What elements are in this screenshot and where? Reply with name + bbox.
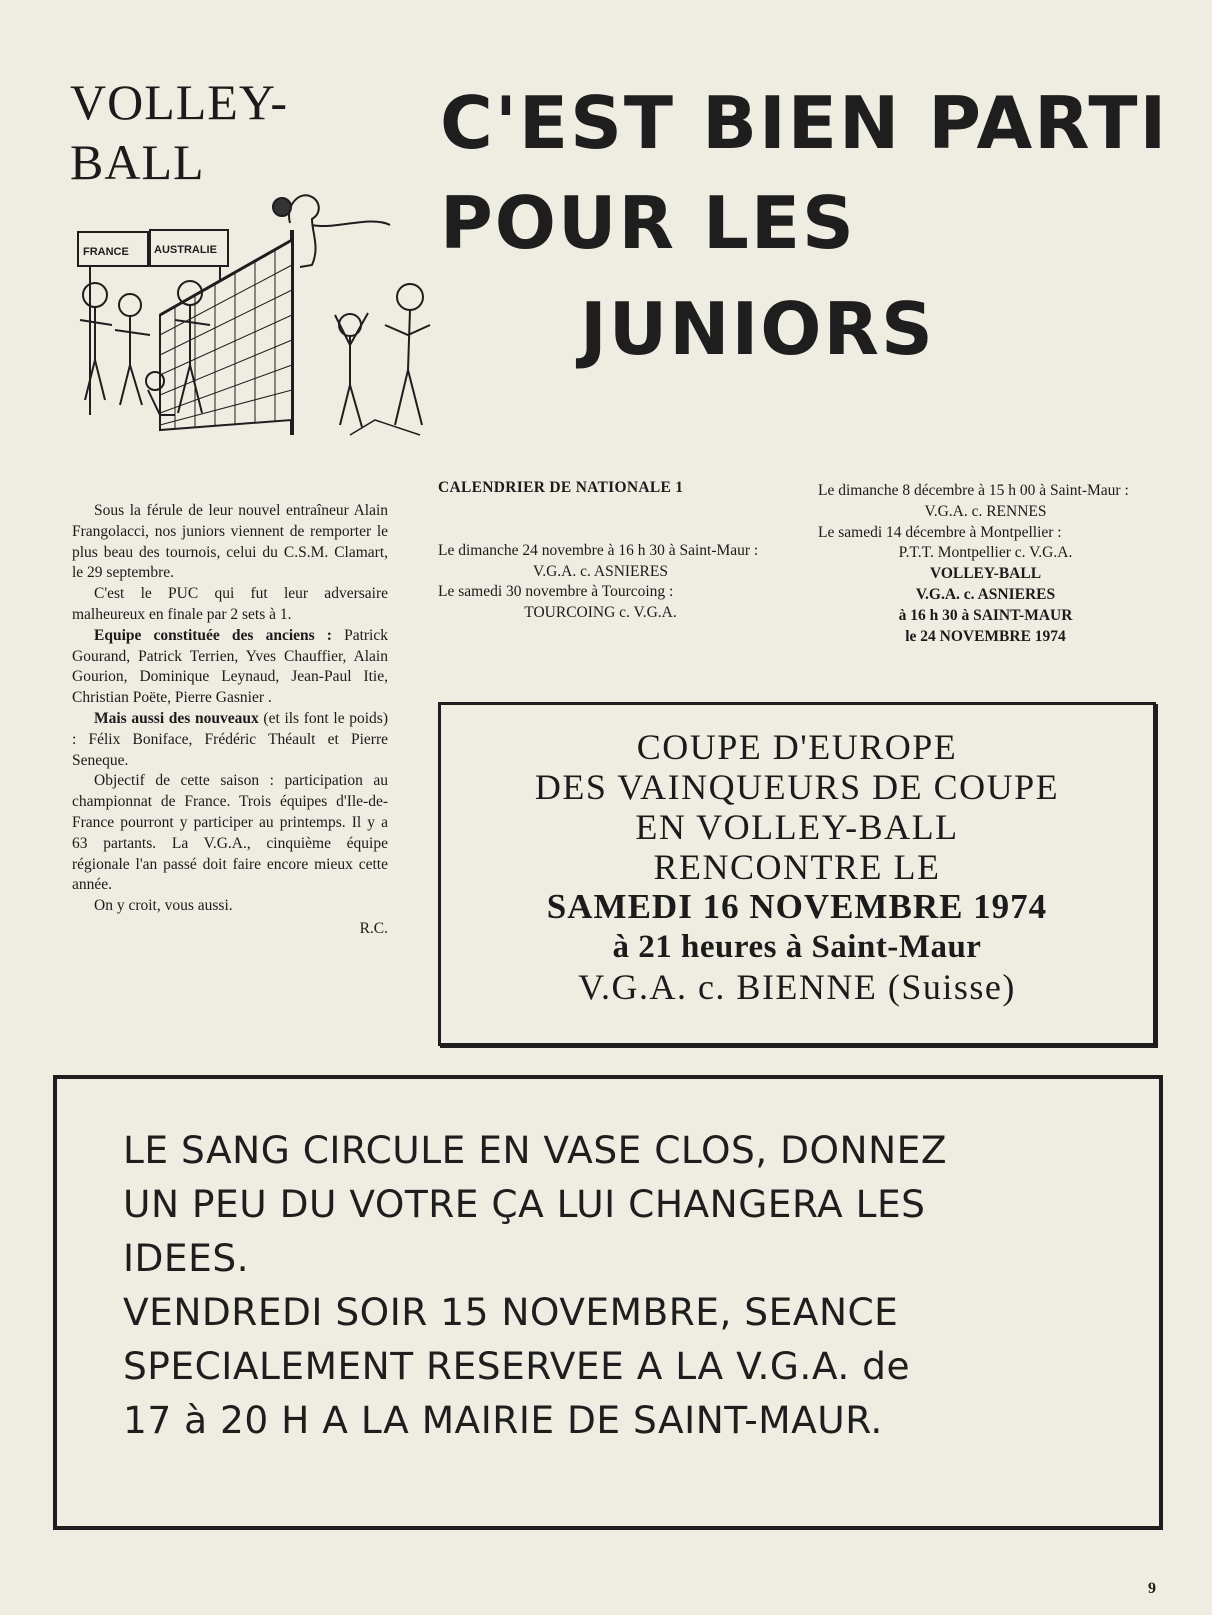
calendar-title: CALENDRIER DE NATIONALE 1 [438, 479, 684, 496]
blood-line: IDEES. [123, 1236, 250, 1280]
highlight-line: VOLLEY-BALL [929, 565, 1042, 583]
highlight-line: le 24 NOVEMBRE 1974 [905, 627, 1066, 645]
article-signature: R.C. [359, 919, 388, 937]
cup-date: SAMEDI 16 NOVEMBRE 1974 [546, 887, 1048, 926]
article-paragraph: Objectif de cette saison : participation au championnat de France. Trois équipes d'Ile-de-France pourront y participer au printemps. Il y a 63 partants. La V.G.A., cinquième équipe régionale l'an passé doit faire encore mieux cette année. [72, 772, 388, 894]
calendar-match: V.G.A. c. RENNES [924, 502, 1047, 520]
blood-line: VENDREDI SOIR 15 NOVEMBRE, SEANCE [123, 1290, 899, 1334]
calendar-column-2 [818, 481, 1153, 647]
calendar-match: TOURCOING c. V.G.A. [524, 604, 677, 622]
calendar-date: Le dimanche 8 décembre à 15 h 00 à Saint-Maur : [818, 482, 1129, 499]
article-paragraph: Mais aussi des nouveaux (et ils font le poids) : Félix Boniface, Frédéric Théault et Pierre Seneque. [72, 709, 388, 769]
section-title-line: BALL [70, 134, 205, 190]
cup-line: RENCONTRE LE [653, 847, 941, 887]
section-title [70, 72, 390, 192]
blood-donation-announcement [53, 1075, 1163, 1530]
european-cup-announcement [438, 702, 1156, 1046]
article-paragraph: Sous la férule de leur nouvel entraîneur Alain Frangolacci, nos juniors viennent de remporter le plus beau des tournois, celui du C.S.M. Clamart, le 29 septembre. [72, 502, 388, 582]
blood-line: SPECIALEMENT RESERVEE A LA V.G.A. de [123, 1344, 911, 1388]
cup-match: V.G.A. c. BIENNE (Suisse) [578, 967, 1016, 1007]
cup-line: EN VOLLEY-BALL [635, 807, 959, 847]
headline [440, 70, 1200, 382]
cup-line: DES VAINQUEURS DE COUPE [534, 767, 1060, 807]
calendar-column-1 [438, 478, 763, 624]
sign-france: FRANCE [83, 246, 129, 258]
article-paragraph: On y croit, vous aussi. [94, 897, 233, 915]
blood-line: LE SANG CIRCULE EN VASE CLOS, DONNEZ [123, 1128, 948, 1172]
page-number: 9 [1148, 1580, 1156, 1597]
article-column [72, 501, 388, 940]
cup-line: COUPE D'EUROPE [636, 727, 958, 767]
section-title-line: VOLLEY- [70, 74, 289, 130]
article-paragraph: C'est le PUC qui fut leur adversaire malheureux en finale par 2 sets à 1. [72, 585, 388, 623]
headline-line: JUNIORS [580, 287, 935, 371]
blood-line: UN PEU DU VOTRE ÇA LUI CHANGERA LES [123, 1182, 926, 1226]
headline-line: POUR LES [440, 181, 856, 265]
calendar-match: V.G.A. c. ASNIERES [533, 562, 668, 580]
highlight-line: V.G.A. c. ASNIERES [915, 585, 1056, 603]
cup-time: à 21 heures à Saint-Maur [612, 929, 982, 965]
article-paragraph: Equipe constituée des anciens : Patrick Gourand, Patrick Terrien, Yves Chauffier, Alain Gourion, Dominique Leynaud, Jean-Paul Itie, Christian Poëte, Pierre Gasnier . [72, 626, 388, 707]
headline-line: C'EST BIEN PARTI [440, 81, 1169, 165]
calendar-match: P.T.T. Montpellier c. V.G.A. [898, 544, 1073, 562]
sign-australie: AUSTRALIE [154, 244, 217, 256]
highlight-line: à 16 h 30 à SAINT-MAUR [898, 606, 1073, 624]
volleyball-cartoon-illustration [50, 185, 455, 470]
blood-line: 17 à 20 H A LA MAIRIE DE SAINT-MAUR. [123, 1398, 883, 1442]
calendar-date: Le samedi 14 décembre à Montpellier : [818, 523, 1062, 541]
calendar-date: Le dimanche 24 novembre à 16 h 30 à Saint-Maur : [438, 541, 759, 559]
calendar-date: Le samedi 30 novembre à Tourcoing : [438, 583, 674, 601]
